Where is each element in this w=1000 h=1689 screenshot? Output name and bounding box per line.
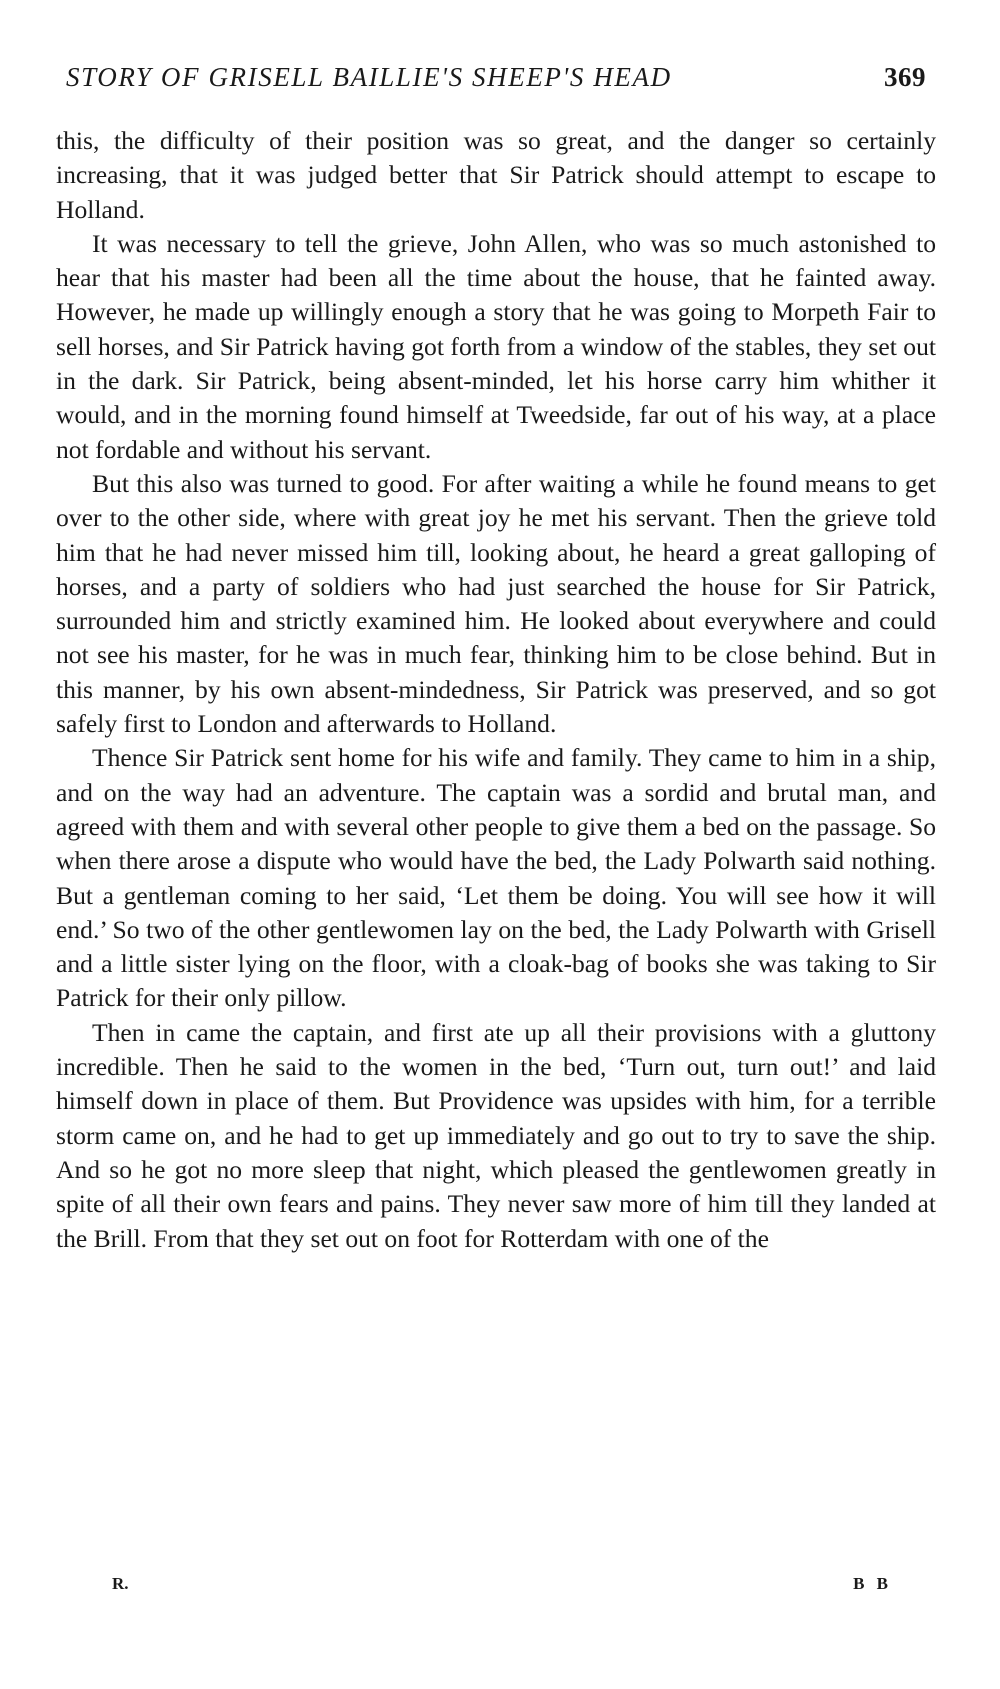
page-footer [112,1574,892,1598]
body-text [56,124,936,1256]
paragraph-5: Then in came the captain, and first ate up all their provisions with a gluttony incredible. Then he said to the women in the bed, ‘Turn out, turn out!’ and laid himself down in place of them. But Providence was upsides with him, for a terrible storm came on, and he had to get up immediately and go out to try to save the ship. And so he got no more sleep that night, which pleased the gentlewomen greatly in spite of all their own fears and pains. They never saw more of him till they landed at the Brill. From that they set out on foot for Rotterdam with one of the [56,1017,936,1253]
page-header [66,62,926,102]
paragraph-2: It was necessary to tell the grieve, John Allen, who was so much astonished to hear that his master had been all the time about the house, that he fainted away. However, he made up willingly enough a story that he was going to Morpeth Fair to sell horses, and Sir Patrick having got forth from a window of the stables, they set out in the dark. Sir Patrick, being absent-minded, let his horse carry him whither it would, and in the morning found himself at Tweedside, far out of his way, at a place not fordable and without his servant. [56,228,936,464]
paragraph-3: But this also was turned to good. For after waiting a while he found means to get over to the other side, where with great joy he met his servant. Then the grieve told him that he had never missed him till, looking about, he heard a great galloping of horses, and a party of soldiers who had just searched the house for Sir Patrick, surrounded him and strictly examined him. He looked about everywhere and could not see his master, for he was in much fear, thinking him to be close behind. But in this manner, by his own absent-mindedness, Sir Patrick was preserved, and so got safely first to London and afterwards to Holland. [56,468,936,739]
paragraph-1: this, the difficulty of their position was so great, and the danger so certainly increasing, that it was judged better that Sir Patrick should attempt to escape to Holland. [56,126,936,224]
signature-mark-left: R. [112,1574,129,1593]
page-number: 369 [884,62,926,92]
signature-mark-right: B B [853,1574,892,1593]
running-head: STORY OF GRISELL BAILLIE'S SHEEP'S HEAD [66,62,672,92]
paragraph-4: Thence Sir Patrick sent home for his wife and family. They came to him in a ship, and on the way had an adventure. The captain was a sordid and brutal man, and agreed with them and with several other people to give them a bed on the passage. So when there arose a dispute who would have the bed, the Lady Polwarth said nothing. But a gentleman coming to her said, ‘Let them be doing. You will see how it will end.’ So two of the other gentlewomen lay on the bed, the Lady Polwarth with Grisell and a little sister lying on the floor, with a cloak-bag of books she was taking to Sir Patrick for their only pillow. [56,743,936,1013]
